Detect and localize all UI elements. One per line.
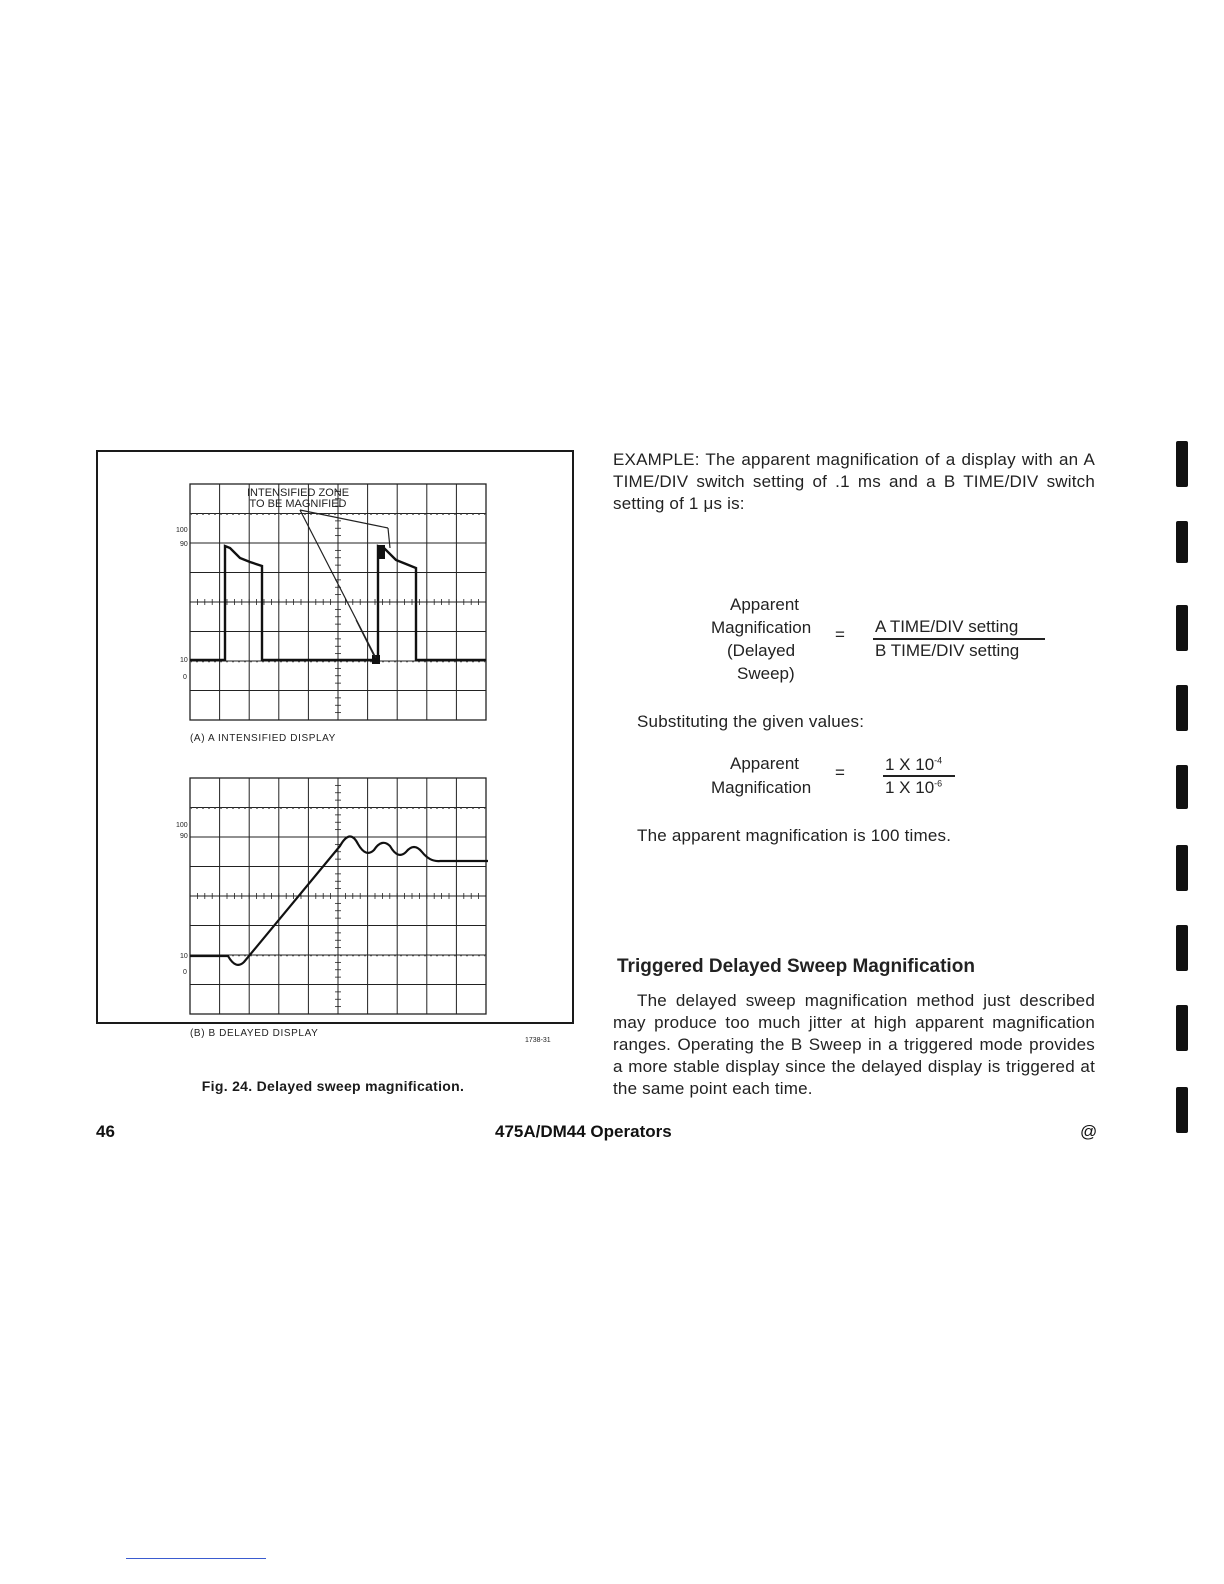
formula1-lhs-line1: Apparent <box>730 595 799 614</box>
formula2-lhs-line2: Magnification <box>711 778 812 797</box>
scale-b-90: 90 <box>180 833 188 840</box>
edge-mark <box>1176 925 1188 971</box>
bottom-rule <box>126 1558 266 1559</box>
scale-b-10: 10 <box>180 953 188 960</box>
formula1-numerator: A TIME/DIV setting <box>875 617 1019 636</box>
formula2-fraction-bar <box>883 775 955 777</box>
formula1-fraction-bar <box>873 638 1045 640</box>
formula1-lhs-line2: Magnification <box>711 618 812 637</box>
formula2-numerator: 1 X $10^{-4}$ <box>885 755 943 774</box>
zone-annotation-line2: TO BE MAGNIFIED <box>249 498 347 510</box>
page-number: 46 <box>96 1122 115 1141</box>
manual-title: 475A/DM44 Operators <box>495 1122 672 1141</box>
section-heading: Triggered Delayed Sweep Magnification <box>617 956 975 977</box>
scope-graticule-a <box>190 484 486 720</box>
formula2-equals: = <box>835 763 845 782</box>
panel-b-caption: (B) B DELAYED DISPLAY <box>190 1028 319 1039</box>
scale-a-10: 10 <box>180 657 188 664</box>
edge-mark <box>1176 521 1188 563</box>
scope-graticule-b <box>190 778 488 1014</box>
pointer-line <box>356 620 374 656</box>
delayed-trace <box>190 836 488 964</box>
formula1-lhs-line4: Sweep) <box>737 664 795 683</box>
formula1-lhs-line3: (Delayed <box>727 641 796 660</box>
figure-number: 1738-31 <box>525 1037 551 1044</box>
edge-mark <box>1176 685 1188 731</box>
footer-symbol: @ <box>1080 1122 1098 1141</box>
formula2-denominator: 1 X $10^{-6}$ <box>885 778 943 797</box>
scale-b-0: 0 <box>183 969 187 976</box>
scale-a-100: 100 <box>176 527 188 534</box>
edge-mark <box>1176 605 1188 651</box>
figure-caption: Fig. 24. Delayed sweep magnification. <box>201 1078 465 1094</box>
edge-mark <box>1176 1005 1188 1051</box>
formula2-lhs-line1: Apparent <box>730 754 799 773</box>
pointer-line <box>388 528 390 548</box>
scale-a-0: 0 <box>183 674 187 681</box>
intensified-zone-start <box>372 655 380 664</box>
edge-mark <box>1176 845 1188 891</box>
result-text: The apparent magnification is 100 times. <box>637 826 952 845</box>
zone-annotation-line1: INTENSIFIED ZONE <box>246 487 350 499</box>
section-paragraph: The delayed sweep magnification method just described may produce too much jitter at high apparent magnification ranges. Operating the B Sweep in a triggered mode provides a more stable display since the delayed display is triggered at the same point each time. <box>613 991 1095 1098</box>
formula1-equals: = <box>835 625 845 644</box>
edge-mark <box>1176 765 1188 809</box>
scale-a-90: 90 <box>180 541 188 548</box>
edge-mark <box>1176 441 1188 487</box>
example-paragraph: EXAMPLE: The apparent magnification of a display with an A TIME/DIV switch setting of .1 ms and a B TIME/DIV switch setting of 1 μs is: <box>613 450 1095 513</box>
formula1-denominator: B TIME/DIV setting <box>875 641 1020 660</box>
substituting-text: Substituting the given values: <box>637 712 865 731</box>
edge-mark <box>1176 1087 1188 1133</box>
scale-b-100: 100 <box>176 822 188 829</box>
panel-b-labels <box>176 822 188 976</box>
panel-a-caption: (A) A INTENSIFIED DISPLAY <box>190 733 336 744</box>
pointer-line <box>300 510 388 528</box>
intensified-zone-end <box>377 545 385 559</box>
